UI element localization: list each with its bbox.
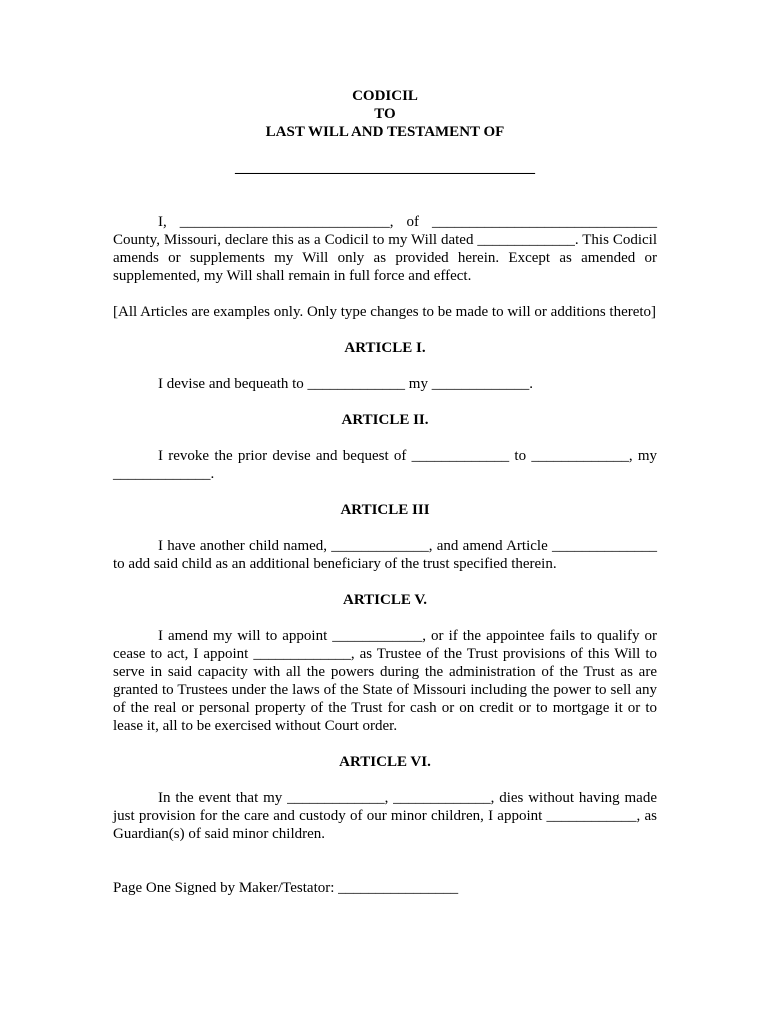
article-6-body: In the event that my _____________, _____________, dies without having made just provision for the care and custody of our minor children, I appoint ____________, as Guardian(s) of said minor children. — [113, 790, 657, 842]
note-paragraph: [All Articles are examples only. Only type changes to be made to will or additions thereto] — [113, 304, 657, 320]
title-line-codicil: CODICIL — [352, 88, 418, 104]
signature-footer-line: Page One Signed by Maker/Testator: ________________ — [113, 880, 459, 896]
article-3-heading: ARTICLE III — [340, 502, 430, 518]
article-6-heading: ARTICLE VI. — [339, 754, 431, 770]
article-5-heading: ARTICLE V. — [343, 592, 427, 608]
article-5-body: I amend my will to appoint ____________, or if the appointee fails to qualify or cease to act, I appoint _____________, as Trustee of the Trust provisions of this Will to serve in said capacity with all the powers during the administration of the Trust as are granted to Trustees under the laws of the State of Missouri including the power to sell any of the real or personal property of the Trust for cash or on credit or to mortgage it or to lease it, all to be exercised without Court order. — [113, 628, 657, 734]
article-2-body: I revoke the prior devise and bequest of _____________ to _____________, my _____________. — [113, 448, 657, 482]
article-3-body: I have another child named, _____________, and amend Article ______________ to add said child as an additional beneficiary of the trust specified therein. — [113, 538, 657, 572]
article-1-heading: ARTICLE I. — [344, 340, 426, 356]
article-1-body: I devise and bequeath to _____________ my _____________. — [158, 376, 533, 392]
testator-name-blank: ________________________________________ — [235, 160, 535, 176]
title-line-last-will: LAST WILL AND TESTAMENT OF — [265, 124, 505, 140]
article-2-heading: ARTICLE II. — [341, 412, 429, 428]
title-line-to: TO — [374, 106, 396, 122]
intro-paragraph: I, ____________________________, of ______________________________ County, Missouri, declare this as a Codicil to my Will dated _____________. This Codicil amends or supplements my Will only as provided herein. Except as amended or supplemented, my Will shall remain in full force and effect. — [113, 214, 657, 284]
document-title — [113, 87, 657, 141]
